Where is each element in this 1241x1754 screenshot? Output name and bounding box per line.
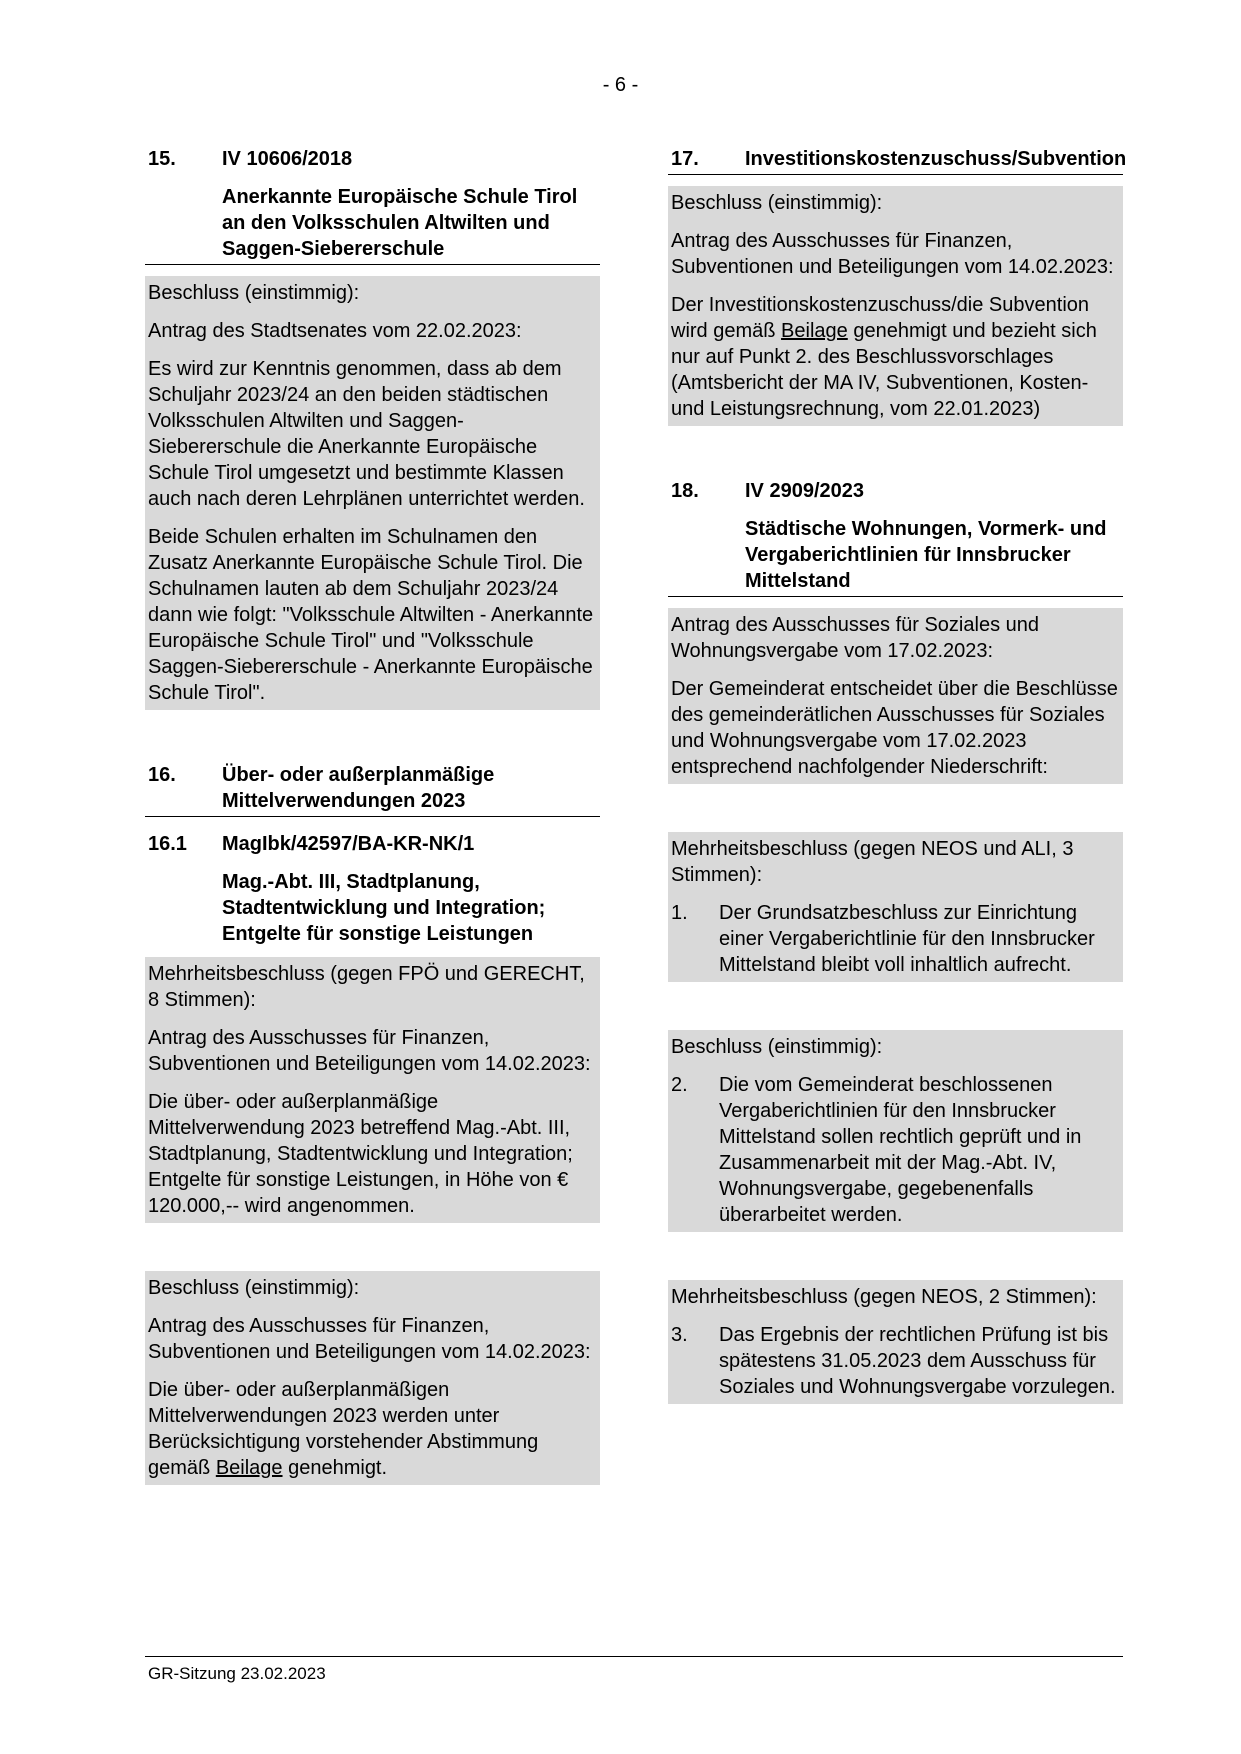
point-number: 2. xyxy=(671,1074,688,1096)
footer-session-label: GR-Sitzung 23.02.2023 xyxy=(148,1664,326,1683)
decision-label: Mehrheitsbeschluss (gegen NEOS und ALI, 3 Stimmen): xyxy=(671,838,1074,886)
item-15-reference: IV 10606/2018 xyxy=(222,148,353,170)
right-column xyxy=(668,146,1127,1404)
decision-label: Mehrheitsbeschluss (gegen NEOS, 2 Stimmen): xyxy=(671,1286,1097,1308)
footer-divider xyxy=(145,1656,1123,1657)
item-18-vote-2-box xyxy=(668,1030,1123,1232)
motion-label: Antrag des Stadtsenates vom 22.02.2023: xyxy=(148,320,522,342)
item-18-vote-3-box xyxy=(668,1280,1123,1404)
decision-label: Beschluss (einstimmig): xyxy=(148,1277,360,1299)
item-16-header xyxy=(145,762,600,814)
resolution-text-part: genehmigt. xyxy=(288,1457,388,1479)
item-16-vote-2-box xyxy=(145,1271,600,1485)
item-18-header xyxy=(668,478,1123,504)
resolution-text xyxy=(671,292,1120,422)
item-15-title: Anerkannte Europäische Schule Tirol an den Volksschulen Altwilten und Saggen-Siebererschule xyxy=(222,186,578,260)
beilage-link[interactable]: Beilage xyxy=(781,320,848,342)
divider xyxy=(668,174,1123,175)
item-18-number: 18. xyxy=(671,480,699,502)
divider xyxy=(668,596,1123,597)
item-16-vote-1-box xyxy=(145,957,600,1223)
numbered-point xyxy=(671,1322,1120,1400)
item-18-reference: IV 2909/2023 xyxy=(745,480,864,502)
divider xyxy=(145,816,600,817)
item-16-1-reference: MagIbk/42597/BA-KR-NK/1 xyxy=(222,833,475,855)
left-column xyxy=(145,146,600,1485)
decision-label: Beschluss (einstimmig): xyxy=(671,192,883,214)
agenda-item-17 xyxy=(668,146,1127,426)
beilage-link[interactable]: Beilage xyxy=(215,1457,283,1479)
item-16-1-number: 16.1 xyxy=(148,833,187,855)
resolution-text: Die über- oder außerplanmäßige Mittelverwendung 2023 betreffend Mag.-Abt. III, Stadtplanung, Stadtentwicklung und Integration; Entgelte für sonstige Leistungen, in Höhe von € 120.000,-- wird angenommen. xyxy=(148,1091,573,1217)
item-18-title: Städtische Wohnungen, Vormerk- und Vergaberichtlinien für Innsbrucker Mittelstand xyxy=(745,518,1107,592)
item-18-intro-box xyxy=(668,608,1123,784)
item-16-1-header xyxy=(145,831,600,857)
point-text: Die vom Gemeinderat beschlossenen Vergaberichtlinien für den Innsbrucker Mittelstand sollen rechtlich geprüft und in Zusammenarbeit mit der Mag.-Abt. IV, Wohnungsvergabe, gegebenenfalls überarbeitet werden. xyxy=(719,1074,1082,1226)
numbered-point xyxy=(671,1072,1120,1228)
motion-label: Antrag des Ausschusses für Finanzen, Subventionen und Beteiligungen vom 14.02.2023: xyxy=(148,1027,591,1075)
item-16-number: 16. xyxy=(148,764,176,786)
motion-label: Antrag des Ausschusses für Finanzen, Subventionen und Beteiligungen vom 14.02.2023: xyxy=(148,1315,591,1363)
item-15-resolution-box xyxy=(145,276,600,710)
resolution-text: Beide Schulen erhalten im Schulnamen den Zusatz Anerkannte Europäische Schule Tirol. Die Schulnamen lauten ab dem Schuljahr 2023/24 dann wie folgt: "Volksschule Altwilten - Anerkannte Europäische Schule Tirol" und "Volksschule Saggen-Siebererschule - Anerkannte Europäische Schule Tirol". xyxy=(148,526,594,704)
agenda-item-16 xyxy=(145,762,600,1485)
resolution-text-part: Der Investitionskostenzuschuss/die Subvention wird gemäß xyxy=(671,294,1090,342)
point-text: Der Grundsatzbeschluss zur Einrichtung einer Vergaberichtlinie für den Innsbrucker Mittelstand bleibt voll inhaltlich aufrecht. xyxy=(719,902,1095,976)
point-number: 3. xyxy=(671,1324,688,1346)
point-number: 1. xyxy=(671,902,688,924)
item-17-header xyxy=(668,146,1127,172)
item-15-header xyxy=(145,146,600,172)
item-15-number: 15. xyxy=(148,148,176,170)
resolution-text: Es wird zur Kenntnis genommen, dass ab dem Schuljahr 2023/24 an den beiden städtischen Volksschulen Altwilten und Saggen-Siebererschule die Anerkannte Europäische Schule Tirol umgesetzt und bestimmte Klassen auch nach deren Lehrplänen unterrichtet werden. xyxy=(148,358,585,510)
motion-label: Antrag des Ausschusses für Soziales und Wohnungsvergabe vom 17.02.2023: xyxy=(671,614,1039,662)
item-16-1-title: Mag.-Abt. III, Stadtplanung, Stadtentwicklung und Integration; Entgelte für sonstige Leistungen xyxy=(222,871,546,945)
decision-label: Mehrheitsbeschluss (gegen FPÖ und GERECHT, 8 Stimmen): xyxy=(148,963,585,1011)
point-text: Das Ergebnis der rechtlichen Prüfung ist bis spätestens 31.05.2023 dem Ausschuss für Soziales und Wohnungsvergabe vorzulegen. xyxy=(719,1324,1116,1398)
resolution-text xyxy=(148,1377,597,1481)
resolution-text-part: Die über- oder außerplanmäßigen Mittelverwendungen 2023 werden unter Berücksichtigung vorstehender Abstimmung gemäß xyxy=(148,1379,539,1479)
divider xyxy=(145,264,600,265)
motion-label: Antrag des Ausschusses für Finanzen, Subventionen und Beteiligungen vom 14.02.2023: xyxy=(671,230,1114,278)
decision-label: Beschluss (einstimmig): xyxy=(671,1036,883,1058)
numbered-point xyxy=(671,900,1120,978)
item-18-vote-1-box xyxy=(668,832,1123,982)
item-17-title: Investitionskostenzuschuss/Subvention xyxy=(745,148,1127,170)
item-17-resolution-box xyxy=(668,186,1123,426)
decision-label: Beschluss (einstimmig): xyxy=(148,282,360,304)
item-17-number: 17. xyxy=(671,148,699,170)
resolution-text-part: genehmigt und bezieht sich nur auf Punkt 2. des Beschlussvorschlages (Amtsbericht der MA IV, Subventionen, Kosten- und Leistungsrechnung, vom 22.01.2023) xyxy=(671,320,1097,420)
agenda-item-15 xyxy=(145,146,600,710)
resolution-text: Der Gemeinderat entscheidet über die Beschlüsse des gemeinderätlichen Ausschusses für Soziales und Wohnungsvergabe vom 17.02.2023 entsprechend nachfolgender Niederschrift: xyxy=(671,678,1118,778)
item-16-title: Über- oder außerplanmäßige Mittelverwendungen 2023 xyxy=(222,764,495,812)
page-number: - 6 - xyxy=(602,74,639,96)
agenda-item-18 xyxy=(668,478,1123,1404)
